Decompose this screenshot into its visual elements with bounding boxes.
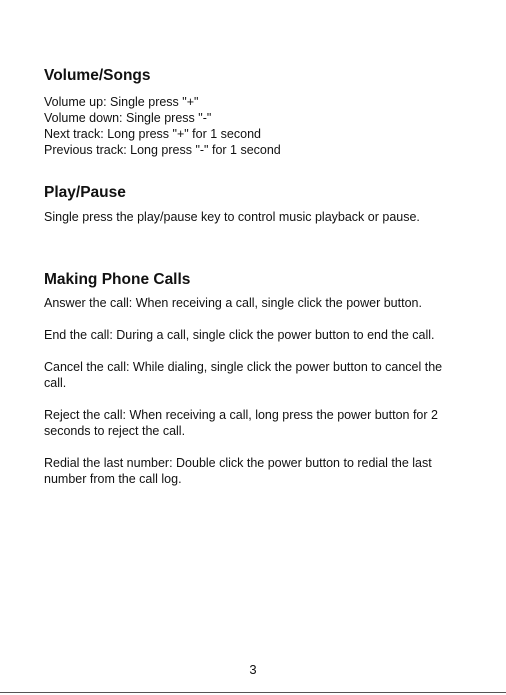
bottom-divider: [0, 692, 506, 693]
page-content: [44, 66, 464, 487]
previous-track-line: Previous track: Long press "-" for 1 second: [44, 143, 281, 157]
volume-up-line: Volume up: Single press "+": [44, 95, 199, 109]
play-pause-text: Single press the play/pause key to control music playback or pause.: [44, 210, 420, 224]
answer-call-paragraph: Answer the call: When receiving a call, single click the power button.: [44, 296, 422, 310]
next-track-line: Next track: Long press "+" for 1 second: [44, 127, 261, 141]
play-pause-heading: Play/Pause: [44, 184, 126, 201]
reject-call-paragraph: Reject the call: When receiving a call, long press the power button for 2 seconds to reject the call.: [44, 408, 438, 438]
page-number: 3: [249, 662, 257, 677]
redial-paragraph: Redial the last number: Double click the power button to redial the last number from the call log.: [44, 456, 432, 486]
play-pause-section: [44, 183, 464, 225]
volume-songs-section: [44, 66, 464, 158]
phone-calls-heading: Making Phone Calls: [44, 271, 191, 288]
phone-calls-section: [44, 270, 464, 487]
volume-down-line: Volume down: Single press "-": [44, 111, 212, 125]
volume-songs-heading: Volume/Songs: [44, 67, 151, 84]
volume-songs-list: [44, 94, 464, 158]
end-call-paragraph: End the call: During a call, single click the power button to end the call.: [44, 328, 435, 342]
cancel-call-paragraph: Cancel the call: While dialing, single click the power button to cancel the call.: [44, 360, 443, 390]
